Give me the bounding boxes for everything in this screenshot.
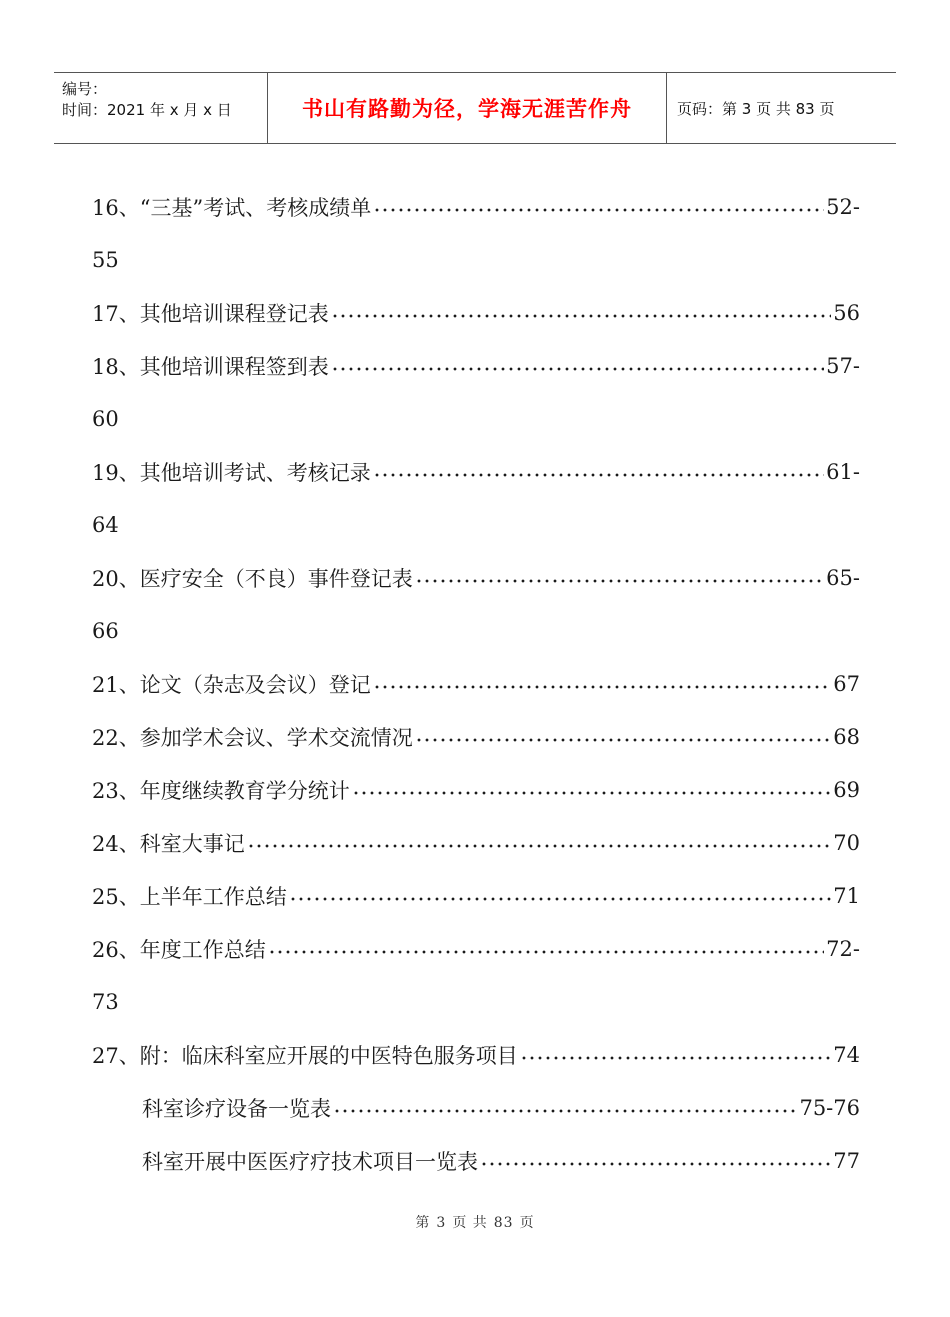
toc-entry-title: 科室开展中医医疗疗技术项目一览表 [142,1149,478,1174]
toc-entry-page-continuation: 60 [92,406,119,431]
toc-entry [142,1081,860,1134]
toc-entry [92,763,860,816]
toc-entry-page: 52- [826,194,860,219]
toc-entry-page: 67 [833,671,860,696]
toc-entry [92,286,860,339]
toc-entry-title: 论文（杂志及会议）登记 [139,672,371,697]
toc-dot-leader [331,314,832,318]
toc-entry [92,869,860,922]
toc-entry-number: 25、 [92,884,140,909]
toc-entry [92,922,860,975]
toc-entry-number: 17、 [92,301,140,326]
toc-entry-number: 23、 [92,778,140,803]
toc-entry [92,657,860,710]
toc-dot-leader [415,738,832,742]
toc-entry-page-continuation: 64 [92,512,119,537]
toc-entry-title: 参加学术会议、学术交流情况 [139,725,413,750]
footer-mid: 页 共 [452,1215,488,1231]
document-header [54,72,896,144]
toc-dot-leader [373,473,824,477]
toc-entry-title: 其他培训考试、考核记录 [139,460,371,485]
toc-entry-title: 附：临床科室应开展的中医特色服务项目 [139,1043,518,1068]
toc-dot-leader [520,1056,832,1060]
toc-entry [142,1134,860,1187]
footer-suffix: 页 [519,1215,535,1231]
toc-entry-page: 77 [833,1148,860,1173]
toc-entry-page: 71 [833,883,860,908]
toc-entry-page-continuation: 55 [92,247,119,272]
toc-entry-title: “三基”考试、考核成绩单 [139,195,372,220]
toc-entry-title: 科室大事记 [139,831,245,856]
toc-entry-page: 56 [833,300,860,325]
toc-entry-title: 其他培训课程签到表 [139,354,329,379]
toc-entry-title: 年度继续教育学分统计 [139,778,350,803]
toc-entry [92,551,860,604]
toc-dot-leader [352,791,832,795]
toc-entry [92,710,860,763]
toc-entry-title: 年度工作总结 [139,937,266,962]
toc-entry-page: 68 [833,724,860,749]
serial-label: 编号： [62,80,108,98]
toc-dot-leader [268,950,824,954]
footer-total-pages: 83 [493,1215,514,1231]
toc-dot-leader [289,897,832,901]
toc-entry [92,339,860,392]
footer-prefix: 第 [415,1215,431,1231]
toc-entry-title: 科室诊疗设备一览表 [142,1096,331,1121]
toc-dot-leader [331,367,824,371]
toc-entry [92,816,860,869]
toc-dot-leader [247,844,832,848]
header-page-info: 页码：第 3 页 共 83 页 [677,99,835,118]
toc-entry-page: 57- [826,353,860,378]
toc-entry-page: 61- [826,459,860,484]
toc-entry [92,1028,860,1081]
toc-entry-number: 16、 [92,195,140,220]
toc-entry-page: 72- [826,936,860,961]
time-label: 时间：2021 年 x 月 x 日 [62,101,232,119]
footer-page-number: 3 [436,1215,447,1231]
toc-entry-number: 27、 [92,1043,140,1068]
toc-entry-number: 20、 [92,566,140,591]
toc-entry [92,180,860,233]
toc-entry-page-continuation: 73 [92,989,119,1014]
toc-entry-page: 75-76 [799,1095,860,1120]
toc-entry-page: 69 [833,777,860,802]
toc-dot-leader [373,208,824,212]
toc-dot-leader [480,1162,831,1166]
toc-entry-page: 74 [833,1042,860,1067]
toc-entry-page-continuation: 66 [92,618,119,643]
toc-dot-leader [373,685,832,689]
toc-entry-number: 19、 [92,460,140,485]
toc-entry-number: 18、 [92,354,140,379]
toc-entry-number: 21、 [92,672,140,697]
toc-entry-number: 26、 [92,937,140,962]
toc-entry-page: 65- [826,565,860,590]
header-motto: 书山有路勤为径，学海无涯苦作舟 [268,73,667,143]
page-footer [0,1212,950,1232]
header-meta [54,73,268,143]
toc-entry [92,445,860,498]
toc-entry-number: 22、 [92,725,140,750]
toc-entry-title: 医疗安全（不良）事件登记表 [139,566,413,591]
toc-entry-number: 24、 [92,831,140,856]
toc-entry-title: 上半年工作总结 [139,884,287,909]
toc-entry-title: 其他培训课程登记表 [139,301,329,326]
toc-entry-page: 70 [833,830,860,855]
toc-dot-leader [333,1109,797,1113]
toc-dot-leader [415,579,824,583]
